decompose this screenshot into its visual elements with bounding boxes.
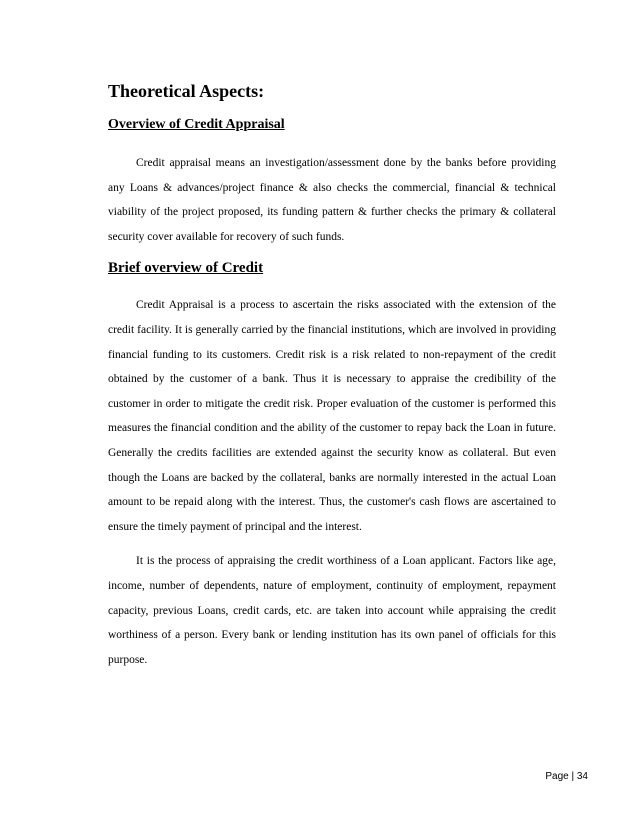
paragraph-credit-appraisal-overview: Credit appraisal means an investigation/assessment done by the banks before providing any Loans & advances/project finance & also checks the commercial, financial & technical viability of the project proposed, its funding pattern & further checks the primary & collateral security cover available for recovery of such funds. — [108, 157, 556, 243]
document-page — [108, 80, 556, 682]
page-number: Page | 34 — [545, 771, 588, 782]
page-title: Theoretical Aspects: — [108, 81, 265, 101]
section-heading-credit-appraisal: Overview of Credit Appraisal — [108, 117, 285, 132]
paragraph-credit-appraisal-process: Credit Appraisal is a process to ascertain the risks associated with the extension of the credit facility. It is generally carried by the financial institutions, which are involved in providing financial funding to its customers. Credit risk is a risk related to non-repayment of the credit obtained by the customer of a bank. Thus it is necessary to appraise the credibility of the customer in order to mitigate the credit risk. Proper evaluation of the customer is performed this measures the financial condition and the ability of the customer to repay back the Loan in future. Generally the credits facilities are extended against the security know as collateral. But even though the Loans are backed by the collateral, banks are normally interested in the actual Loan amount to be repaid along with the interest. Thus, the customer's cash flows are ascertained to ensure the timely payment of principal and the interest. — [108, 299, 556, 533]
section-heading-brief-overview: Brief overview of Credit — [108, 260, 264, 277]
paragraph-credit-worthiness: It is the process of appraising the credit worthiness of a Loan applicant. Factors like age, income, number of dependents, nature of employment, continuity of employment, repayment capacity, previous Loans, credit cards, etc. are taken into account while appraising the credit worthiness of a person. Every bank or lending institution has its own panel of officials for this purpose. — [108, 555, 556, 666]
